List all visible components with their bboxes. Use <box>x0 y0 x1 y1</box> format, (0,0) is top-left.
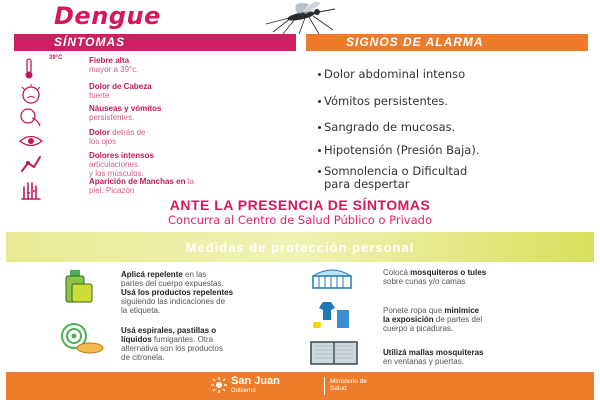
sun-logo-icon <box>211 377 227 393</box>
ante-title: ANTE LA PRESENCIA DE SÍNTOMAS <box>169 197 431 213</box>
footer-sub: Gobierno <box>231 388 256 394</box>
nausea-icon <box>18 106 44 128</box>
page-title: Dengue <box>54 2 161 30</box>
window-screen-icon <box>309 340 359 366</box>
alarma-header <box>306 34 588 51</box>
dengue-poster <box>6 0 594 400</box>
fever-badge: 39°C <box>49 55 63 61</box>
bullet-icon <box>318 100 321 103</box>
espirales-text: Usá espirales, pastillas o líquidos fumigantes. Otra alternativa son los productos de citronela. <box>121 326 223 362</box>
footer-brand: San Juan <box>231 375 280 387</box>
bullet-icon <box>318 126 321 129</box>
thermometer-icon <box>18 58 44 80</box>
mosquito-icon <box>261 0 351 36</box>
symptom-text: Dolor detrás de los ojos <box>89 128 146 146</box>
mosquiteros-text: Colocá mosquiteros o tules sobre cunas y/o camas <box>383 268 487 286</box>
symptom-text: Aparición de Manchas en la piel. Picazón <box>89 177 194 195</box>
alarm-item: Somnolencia o Dificultad para despertar <box>318 165 467 191</box>
symptom-text: Dolor de Cabeza fuerte <box>89 82 152 100</box>
symptom-text: Náuseas y vómitos persistentes. <box>89 104 162 122</box>
footer-ministerio: Ministerio de Salud <box>330 378 367 392</box>
mallas-text: Utilizá mallas mosquiteras en ventanas y puertas. <box>383 348 484 366</box>
footer-divider <box>324 377 325 395</box>
alarm-item: Dolor abdominal intenso <box>318 68 465 81</box>
repellent-icon <box>58 268 100 304</box>
symptom-text: Dolores intensos articulaciones y los músculos. <box>89 151 154 178</box>
eye-icon <box>18 130 44 152</box>
ropa-text: Ponete ropa que minimice la exposición de partes del cuerpo a picaduras. <box>383 306 483 333</box>
headache-icon <box>18 84 44 106</box>
crib-net-icon <box>309 266 355 292</box>
proteccion-banner <box>6 232 594 262</box>
ante-subtitle: Concurra al Centro de Salud Público o Privado <box>168 213 432 227</box>
repelente-text: Aplicá repelente en las partes del cuerpo expuestas. Usá los productos repelentes siguiendo las indicaciones de la etiqueta. <box>121 270 234 315</box>
joint-pain-icon <box>18 153 44 175</box>
footer <box>6 372 594 400</box>
alarm-item: Hipotensión (Presión Baja). <box>318 144 479 157</box>
symptom-nauseas <box>14 104 304 130</box>
bullet-icon <box>318 73 321 76</box>
bullet-icon <box>318 170 321 173</box>
alarm-item: Sangrado de mucosas. <box>318 121 455 134</box>
bullet-icon <box>318 149 321 152</box>
alarm-item: Vómitos persistentes. <box>318 95 448 108</box>
proteccion-heading: Medidas de protección personal <box>185 240 415 255</box>
alarma-heading: SIGNOS DE ALARMA <box>346 35 484 49</box>
symptom-text: Fiebre alta mayor a 39°c. <box>89 56 139 74</box>
spiral-icon <box>58 322 106 356</box>
clothing-icon <box>309 300 355 330</box>
symptom-fiebre <box>14 56 304 82</box>
symptom-dolores <box>14 151 304 177</box>
sintomas-heading: SÍNTOMAS <box>54 35 126 49</box>
sintomas-header <box>14 34 296 51</box>
